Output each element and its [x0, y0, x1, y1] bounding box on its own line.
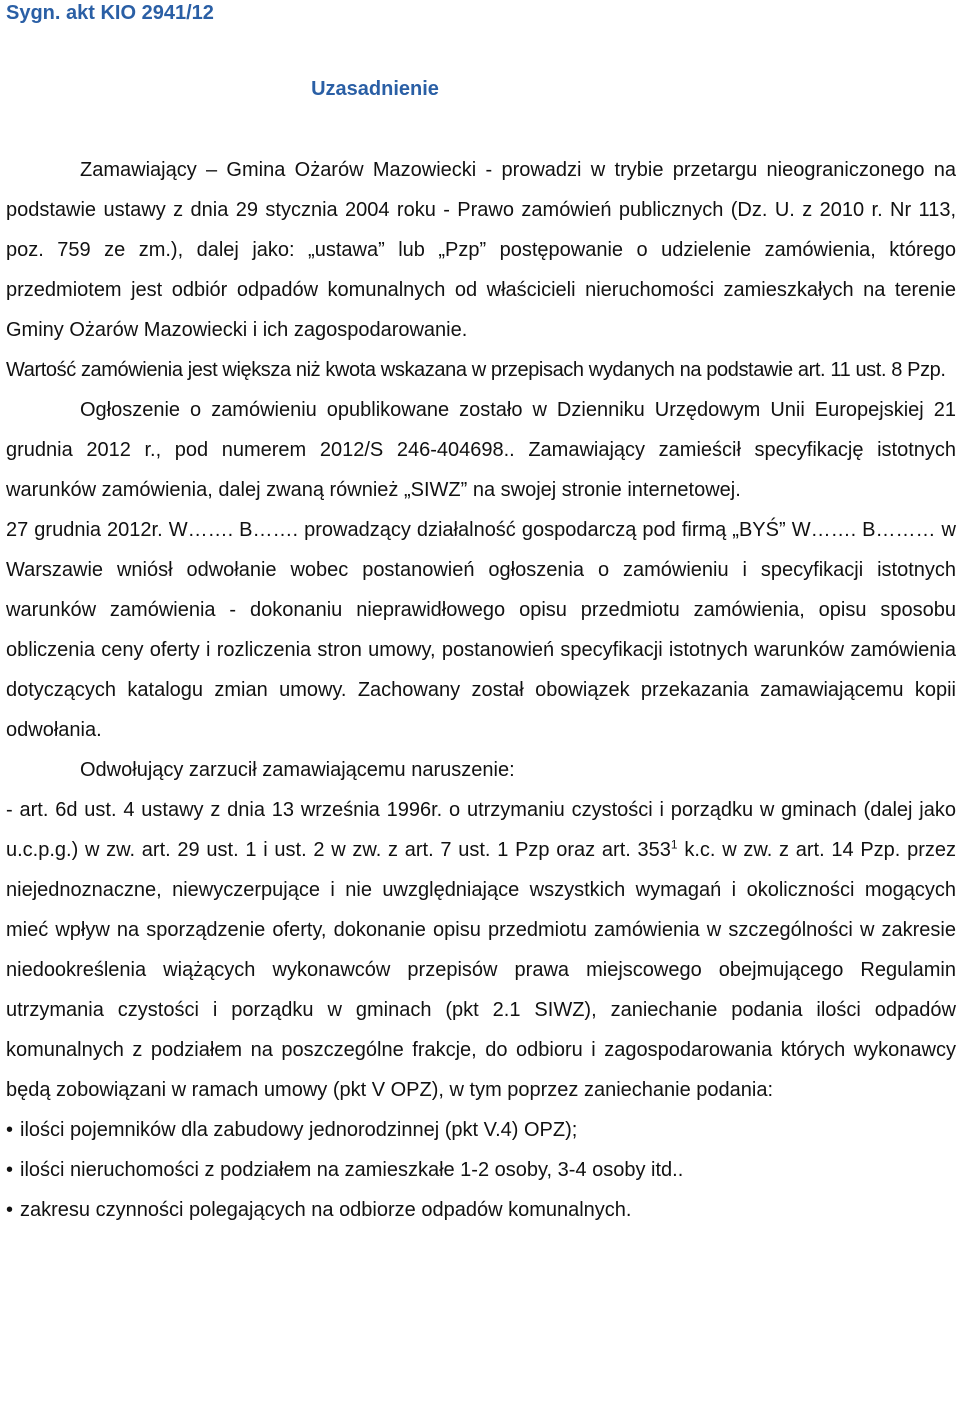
charges-text-part1: - art. 6d ust. 4 ustawy z dnia 13 września 1996r. o utrzymaniu czystości i porządku w gminach (dalej jako u.c.p.g.) w zw. art. 29 ust. 1 i ust. 2 w zw. z art. 7 ust. 1 Pzp oraz art. 353 — [6, 799, 956, 861]
omissions-list — [6, 1110, 956, 1230]
list-item: • ilości nieruchomości z podziałem na zamieszkałe 1-2 osoby, 3-4 osoby itd.. — [6, 1150, 956, 1190]
paragraph-appeal: 27 grudnia 2012r. W……. B……. prowadzący działalność gospodarczą pod firmą „BYŚ” W……. B……… w Warszawie wniósł odwołanie wobec postanowień ogłoszenia o zamówieniu i specyfikacji istotnych warunków zamówienia - dokonaniu nieprawidłowego opisu przedmiotu zamówienia, opisu sposobu obliczenia ceny oferty i rozliczenia stron umowy, postanowień specyfikacji istotnych warunków zamówienia dotyczących katalogu zmian umowy. Zachowany został obowiązek przekazania zamawiającemu kopii odwołania. — [6, 519, 956, 741]
article-superscript: 1 — [670, 837, 678, 852]
list-item: • ilości pojemników dla zabudowy jednorodzinnej (pkt V.4) OPZ); — [6, 1110, 956, 1150]
charges-text-part2: k.c. w zw. z art. 14 Pzp. przez niejednoznaczne, niewyczerpujące i nie uwzględniające wszystkich wymagań i okoliczności mogących mieć wpływ na sporządzenie oferty, dokonanie opisu przedmiotu zamówienia w szczególności w zakresie niedookreślenia wiążących wykonawców przepisów prawa miejscowego obejmującego Regulamin utrzymania czystości i porządku w gminach (pkt 2.1 SIWZ), zaniechanie podania ilości odpadów komunalnych z podziałem na poszczególne frakcje, do odbioru i zagospodarowania których wykonawcy będą zobowiązani w ramach umowy (pkt V OPZ), w tym poprzez zaniechanie podania: — [6, 839, 956, 1101]
paragraph-charges — [6, 790, 956, 1110]
paragraph-intro: Zamawiający – Gmina Ożarów Mazowiecki - prowadzi w trybie przetargu nieograniczonego na podstawie ustawy z dnia 29 stycznia 2004 roku - Prawo zamówień publicznych (Dz. U. z 2010 r. Nr 113, poz. 759 ze zm.), dalej jako: „ustawa” lub „Pzp” postępowanie o udzielenie zamówienia, którego przedmiotem jest odbiór odpadów komunalnych od właścicieli nieruchomości zamieszkałych na terenie Gminy Ożarów Mazowiecki i ich zagospodarowanie. — [6, 159, 956, 341]
paragraph-charges-intro: Odwołujący zarzucił zamawiającemu naruszenie: — [80, 759, 515, 781]
paragraph-notice: Ogłoszenie o zamówieniu opublikowane zostało w Dzienniku Urzędowym Unii Europejskiej 21 grudnia 2012 r., pod numerem 2012/S 246-404698.. Zamawiający zamieścił specyfikację istotnych warunków zamówienia, dalej zwaną również „SIWZ” na swojej stronie internetowej. — [6, 399, 956, 501]
document-body — [6, 150, 956, 1230]
case-reference-header: Sygn. akt KIO 2941/12 — [6, 2, 214, 24]
list-item: • zakresu czynności polegających na odbiorze odpadów komunalnych. — [6, 1190, 956, 1230]
document-title: Uzasadnienie — [311, 78, 439, 100]
paragraph-value: Wartość zamówienia jest większa niż kwota wskazana w przepisach wydanych na podstawie art. 11 ust. 8 Pzp. — [6, 359, 946, 381]
